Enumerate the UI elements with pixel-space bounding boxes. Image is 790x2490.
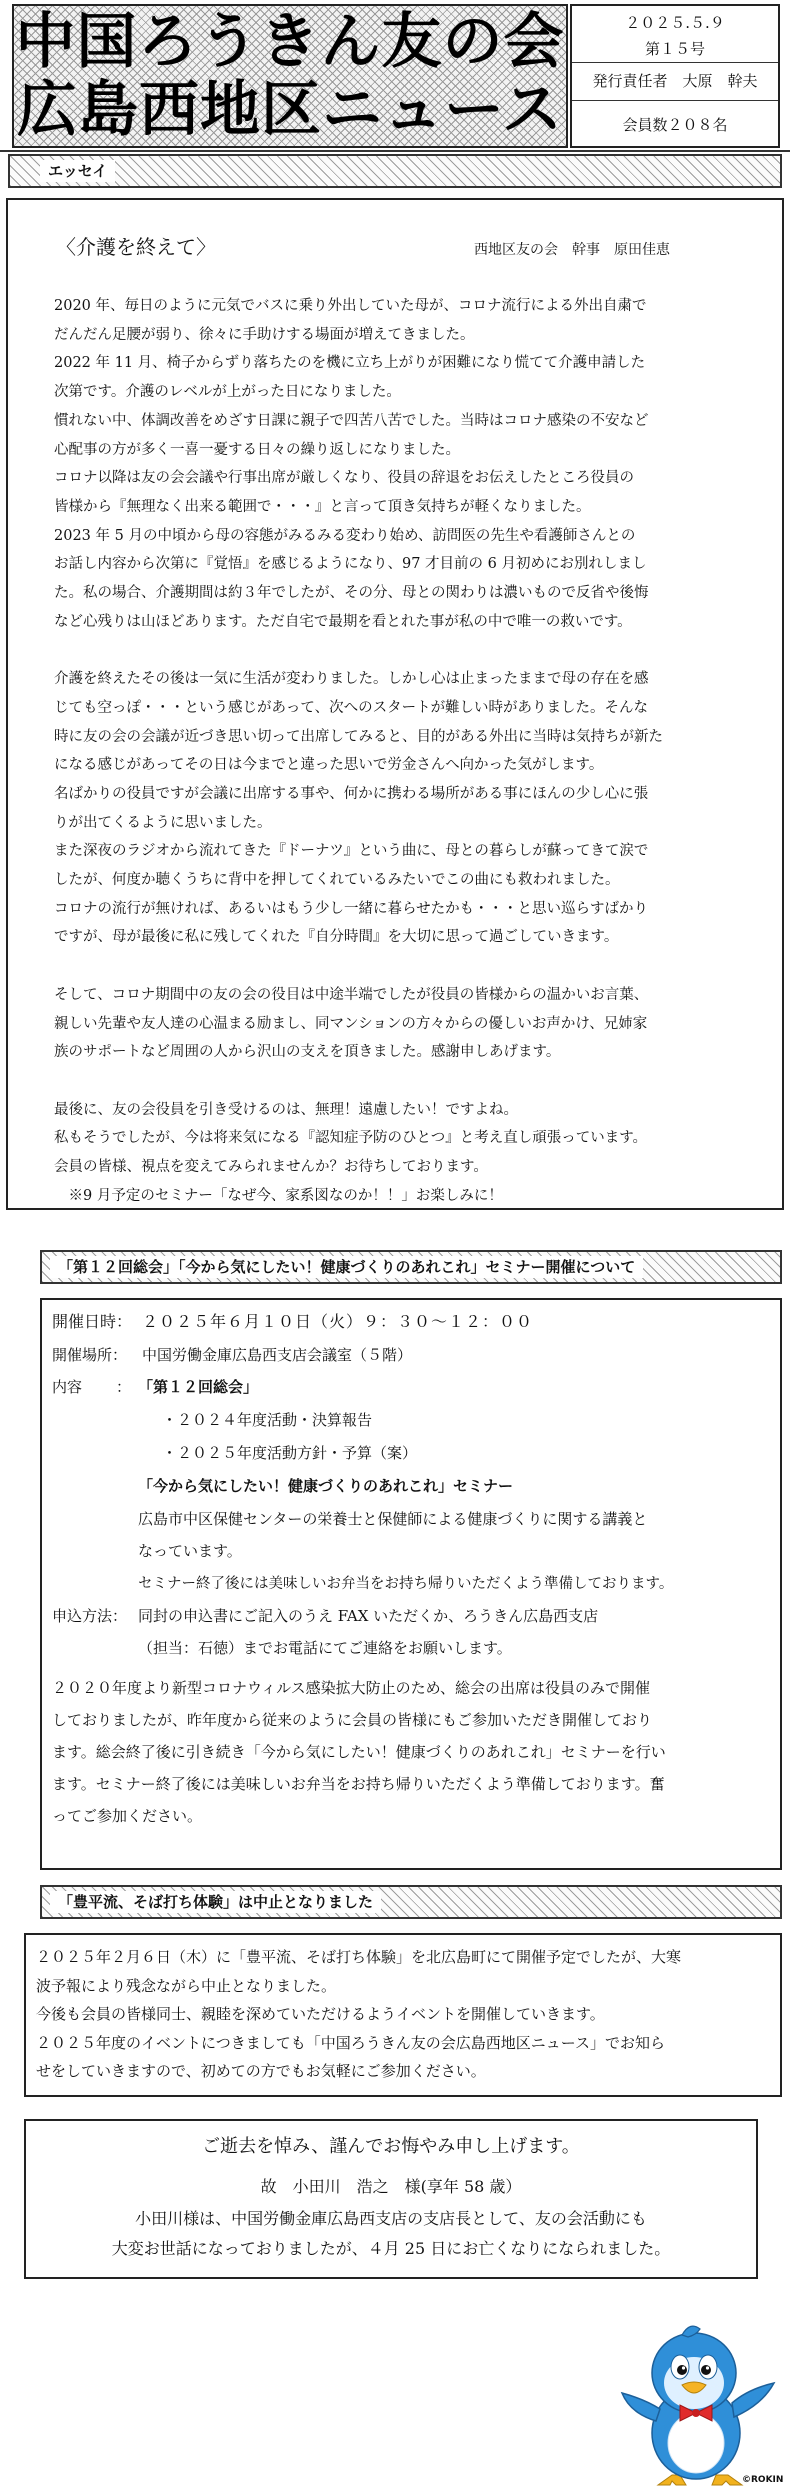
meeting-seminar-bento: セミナー終了後には美味しいお弁当をお持ち帰りいただくよう準備しております。 [138, 1576, 674, 1592]
condolence-line2: 大変お世話になっておりましたが、４月 25 日にお亡くなりになられました。 [111, 2239, 671, 2258]
meeting-date-label: 開催日時： [52, 1312, 133, 1331]
soba-section-label: 「豊平流、そば打ち体験」は中止となりました [50, 1891, 381, 1913]
masthead-title-line2: 広島西地区ニュース [17, 75, 563, 145]
issue-number: 第１５号 [644, 40, 705, 58]
text-line: 名ばかりの役員ですが会議に出席する事や、何かに携わる場所がある事にほんの少し心に張 [54, 785, 649, 802]
meeting-apply-label: 申込方法： [52, 1607, 128, 1625]
text-line: そして、コロナ期間中の友の会の役目は中途半端でしたが役員の皆様からの温かいお言葉、 [54, 986, 649, 1003]
text-line: 2022 年 11 月、椅子からずり落ちたのを機に立ち上がりが困難になり慌てて介護申請した [54, 355, 646, 372]
text-line: りが出てくるように思いました。 [54, 814, 272, 831]
text-line: 心配事の方が多く一喜一憂する日々の繰り返しになりました。 [54, 441, 460, 458]
text-line: 族のサポートなど周囲の人から沢山の支えを頂きました。感謝申しあげます。 [54, 1044, 561, 1061]
issue-date: ２０２５.５.９ [625, 14, 725, 32]
bird-mascot-icon [612, 2325, 790, 2490]
text-line: ます。総会終了後に引き続き「今から気にしたい！健康づくりのあれこれ」セミナーを行い [52, 1743, 666, 1761]
text-line: せをしていきますので、初めての方でもお気軽にご参加ください。 [36, 2062, 486, 2080]
text-line: ですが、母が最後に私に残してくれた『自分時間』を大切に思って過ごしていきます。 [54, 929, 619, 946]
text-line: ※9 月予定のセミナー「なぜ今、家系図なのか！！」お楽しみに！ [54, 1187, 503, 1204]
masthead [12, 4, 568, 148]
meeting-panel [40, 1298, 782, 1870]
meeting-date-value: ２０２５年６月１０日（火）９：３０～１２：００ [142, 1312, 534, 1331]
essay-title: 〈介護を終えて〉 [56, 235, 216, 259]
info-divider [572, 62, 778, 63]
text-line: また深夜のラジオから流れてきた『ドーナツ』という曲に、母との暮らしが蘇ってきて涙で [54, 843, 649, 860]
meeting-apply-value1: 同封の申込書にご記入のうえ FAX いただくか、ろうきん広島西支店 [138, 1607, 599, 1625]
info-divider [572, 100, 778, 101]
text-line: 時に友の会の会議が近づき思い切って出席してみると、目的がある外出に当時は気持ちが新た [54, 728, 663, 745]
text-line: になる感じがあってその日は今までと違った思いで労金さんへ向かった気がします。 [54, 757, 604, 774]
member-count: 会員数２０８名 [622, 116, 728, 134]
meeting-section-label: 「第１２回総会」「今から気にしたい！健康づくりのあれこれ」セミナー開催について [50, 1256, 643, 1278]
meeting-place-label: 開催場所： [52, 1346, 128, 1364]
condolence-name: 故 小田川 浩之 様(享年 58 歳） [260, 2177, 522, 2196]
text-line: ２０２５年２月６日（木）に「豊平流、そば打ち体験」を北広島町にて開催予定でしたが、大寒 [36, 1948, 682, 1966]
meeting-item-seminar: 「今から気にしたい！健康づくりのあれこれ」セミナー [138, 1477, 514, 1495]
text-line: だんだん足腰が弱り、徐々に手助けする場面が増えてきました。 [54, 326, 475, 343]
text-line: ます。セミナー終了後には美味しいお弁当をお持ち帰りいただくよう準備しております。奮 [52, 1775, 665, 1793]
essay-author: 西地区友の会 幹事 原田佳恵 [474, 242, 670, 258]
text-line: 慣れない中、体調改善をめざす日課に親子で四苦八苦でした。当時はコロナ感染の不安など [54, 412, 649, 429]
text-line: しておりましたが、昨年度から従来のように会員の皆様にもご参加いただき開催しており [52, 1711, 653, 1729]
text-line: したが、何度か聴くうちに背中を押してくれているみたいでこの曲にも救われました。 [54, 872, 620, 888]
text-line: 今後も会員の皆様同士、親睦を深めていただけるようイベントを開催していきます。 [36, 2005, 605, 2023]
meeting-item-general: 「第１２回総会」 [138, 1378, 259, 1396]
text-line: 2020 年、毎日のように元気でバスに乗り外出していた母が、コロナ流行による外出自粛で [54, 298, 647, 314]
text-line: コロナの流行が無ければ、あるいはもう少し一緒に暮らせたかも・・・と思い巡らすばかり [54, 900, 649, 917]
soba-section-bar [40, 1885, 782, 1919]
text-line: 2023 年 5 月の中頃から母の容態がみるみる変わり始め、訪問医の先生や看護師さんとの [54, 527, 636, 544]
text-line: 介護を終えたその後は一気に生活が変わりました。しかし心は止まったままで母の存在を感 [54, 671, 649, 688]
text-line: た。私の場合、介護期間は約３年でしたが、その分、母との関わりは濃いもので反省や後悔 [54, 585, 649, 601]
condolence-panel [24, 2119, 758, 2279]
essay-panel [6, 198, 784, 1210]
text-line: 次第です。介護のレベルが上がった日になりました。 [54, 384, 401, 401]
meeting-section-bar [40, 1250, 782, 1284]
soba-panel [24, 1933, 782, 2097]
publisher: 発行責任者 大原 幹夫 [592, 72, 758, 90]
text-line: ２０２０年度より新型コロナウィルス感染拡大防止のため、総会の出席は役員のみで開催 [52, 1679, 651, 1697]
essay-section-label: エッセイ [40, 160, 115, 182]
meeting-apply-value2: （担当：石徳）までお電話にてご連絡をお願いします。 [138, 1639, 512, 1657]
text-line: など心残りは山ほどあります。ただ自宅で最期を看とれた事が私の中で唯一の救いです。 [54, 613, 632, 630]
text-line: 私もそうでしたが、今は将来気になる『認知症予防のひとつ』と考え直し頑張っています。 [54, 1130, 648, 1147]
meeting-content-label: 内容 [52, 1378, 83, 1396]
text-line: 会員の皆様、視点を変えてみられませんか？お待ちしております。 [54, 1159, 488, 1175]
header-rule [0, 150, 790, 152]
rokin-mascot [612, 2325, 790, 2490]
text-line: 親しい先輩や友人達の心温まる励まし、同マンションの方々からの優しいお声かけ、兄姉家 [54, 1015, 648, 1032]
mascot-credit: ©ROKIN [742, 2475, 784, 2485]
text-line: じても空っぽ・・・という感じがあって、次へのスタートが難しい時がありました。そんな [54, 699, 649, 716]
masthead-title-line1: 中国ろうきん友の会 [15, 7, 565, 77]
meeting-item-report: ・２０２４年度活動・決算報告 [162, 1411, 373, 1429]
condolence-heading: ご逝去を悼み、謹んでお悔やみ申し上げます。 [202, 2136, 580, 2157]
essay-section-bar [8, 154, 782, 188]
text-line: 皆様から『無理なく出来る範囲で・・・』と言って頂き気持ちが軽くなりました。 [54, 498, 591, 515]
meeting-place-value: 中国労働金庫広島西支店会議室（５階） [142, 1346, 413, 1364]
issue-info-box [570, 4, 780, 148]
text-line: お話し内容から次第に『覚悟』を感じるようになり、97 才目前の 6 月初めにお別れしまし [54, 556, 647, 573]
meeting-content-colon: ： [116, 1378, 132, 1396]
meeting-seminar-desc1: 広島市中区保健センターの栄養士と保健師による健康づくりに関する講義と [138, 1510, 648, 1528]
text-line: 最後に、友の会役員を引き受けるのは、無理！遠慮したい！ですよね。 [54, 1101, 518, 1118]
condolence-line1: 小田川様は、中国労働金庫広島西支店の支店長として、友の会活動にも [135, 2209, 647, 2228]
text-line: ２０２５年度のイベントにつきましても「中国ろうきん友の会広島西地区ニュース」でお知ら [36, 2033, 665, 2052]
text-line: 波予報により残念ながら中止となりました。 [36, 1976, 337, 1995]
text-line: ってご参加ください。 [52, 1807, 203, 1825]
meeting-item-plan: ・２０２５年度活動方針・予算（案） [162, 1444, 418, 1462]
meeting-seminar-desc2: なっています。 [138, 1542, 242, 1560]
text-line: コロナ以降は友の会会議や行事出席が厳しくなり、役員の辞退をお伝えしたところ役員の [54, 470, 634, 487]
